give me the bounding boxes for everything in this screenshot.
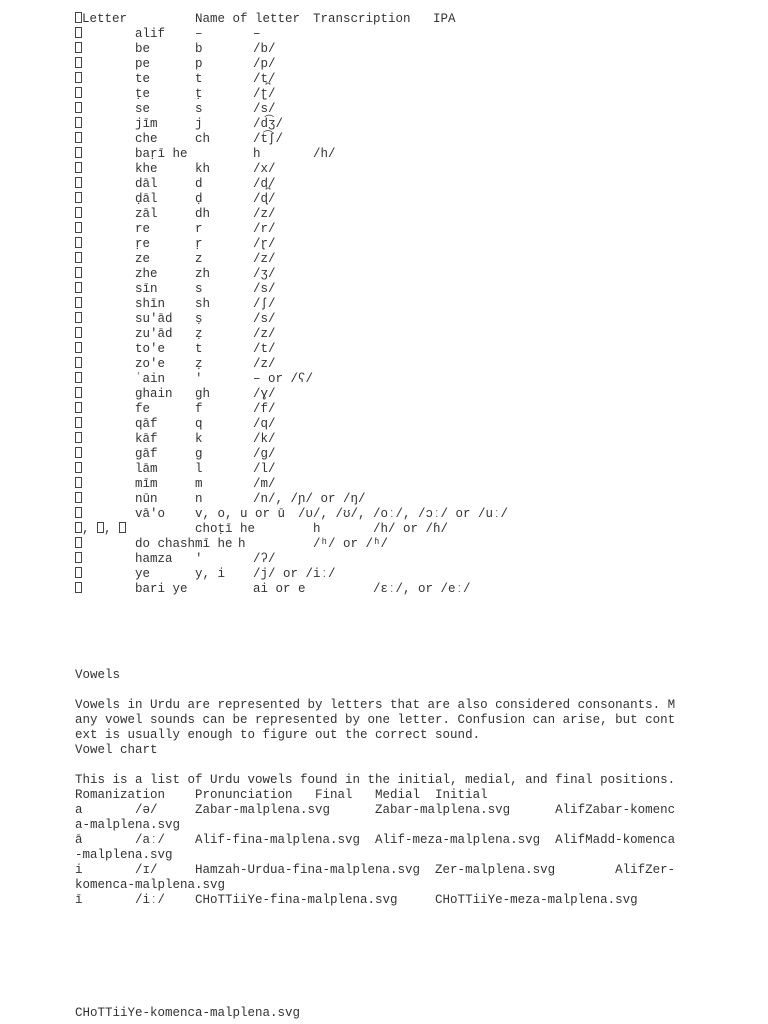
- letter-glyph-cell: [75, 432, 82, 447]
- cell-translit: sh: [195, 297, 211, 311]
- cell-name: ʿain: [135, 372, 166, 386]
- cell-ipa: /z/: [253, 252, 276, 266]
- cell-translit: m: [195, 477, 203, 491]
- cell-translit: y, i: [195, 567, 226, 581]
- cell-translit: p: [195, 57, 203, 71]
- cell-ipa: /ʒ/: [253, 267, 276, 281]
- letter-glyph-cell: [75, 552, 82, 567]
- cell-translit: ṛ: [195, 237, 203, 251]
- letter-glyph-cell: [75, 387, 82, 402]
- cell-name: zāl: [135, 207, 158, 221]
- missing-glyph-icon: [75, 462, 82, 473]
- letter-glyph-cell: [75, 447, 82, 462]
- missing-glyph-icon: [75, 57, 82, 68]
- cell-translit: t: [195, 72, 203, 86]
- letter-glyph-cell: [75, 87, 82, 102]
- letter-glyph-cell: [75, 492, 82, 507]
- cell-translit: z: [195, 252, 203, 266]
- cell-name: lām: [135, 462, 158, 476]
- missing-glyph-icon: [75, 417, 82, 428]
- vowel-chart-line: a-malplena.svg: [75, 818, 181, 832]
- vowel-chart-line: a /ə/ Zabar-malplena.svg Zabar-malplena.svg AlifZabar-komenc: [75, 803, 676, 817]
- table-header: [0, 12, 456, 27]
- letter-glyph-cell: , ,: [75, 522, 126, 537]
- missing-glyph-icon: [75, 327, 82, 338]
- cell-ipa: /z/: [253, 357, 276, 371]
- vowel-chart-line: ā /aː/ Alif-fina-malplena.svg Alif-meza-malplena.svg AlifMadd-komenca: [75, 833, 676, 847]
- vowel-chart-intro: This is a list of Urdu vowels found in the initial, medial, and final positions.: [75, 773, 676, 787]
- cell-translit: v, o, u or ū: [195, 507, 286, 521]
- cell-name: dāl: [135, 177, 158, 191]
- cell-ipa: h: [313, 522, 321, 536]
- vowels-heading: Vowels: [75, 668, 121, 682]
- letter-glyph-cell: [75, 147, 82, 162]
- header-name: Name of letter: [195, 12, 301, 26]
- cell-name: ghain: [135, 387, 173, 401]
- letter-glyph-cell: [75, 372, 82, 387]
- cell-translit: d: [195, 177, 203, 191]
- cell-name: te: [135, 72, 151, 86]
- cell-ipa: /t̪/: [253, 72, 276, 86]
- cell-ipa: /m/: [253, 477, 276, 491]
- cell-translit: ṣ: [195, 312, 203, 326]
- cell-ipa: /d̪/: [253, 177, 276, 191]
- header-ipa: IPA: [433, 12, 456, 26]
- letter-glyph-cell: [75, 72, 82, 87]
- missing-glyph-icon: [75, 12, 82, 23]
- missing-glyph-icon: [75, 582, 82, 593]
- cell-name: sīn: [135, 282, 158, 296]
- letter-glyph-cell: [75, 102, 82, 117]
- letter-glyph-cell: [75, 117, 82, 132]
- vowel-chart-line: -malplena.svg: [75, 848, 173, 862]
- missing-glyph-icon: [75, 132, 82, 143]
- cell-name: zo'e: [135, 357, 166, 371]
- cell-name: pe: [135, 57, 151, 71]
- cell-translit: l: [195, 462, 203, 476]
- cell-ipa: /z/: [253, 327, 276, 341]
- letter-glyph-cell: [75, 477, 82, 492]
- missing-glyph-icon: [75, 387, 82, 398]
- letter-glyph-cell: [75, 312, 82, 327]
- cell-translit: choṭī he: [195, 522, 256, 536]
- cell-ipa: /ɛː/, or /eː/: [373, 582, 471, 596]
- cell-translit: ': [195, 552, 203, 566]
- cell-ipa: /z/: [253, 207, 276, 221]
- missing-glyph-icon: [75, 162, 82, 173]
- cell-ipa: /ʰ/ or /ʱ/: [313, 537, 389, 551]
- letter-glyph-cell: [75, 342, 82, 357]
- letter-glyph-cell: [75, 357, 82, 372]
- cell-translit: b: [195, 42, 203, 56]
- missing-glyph-icon: [75, 567, 82, 578]
- cell-name: to'e: [135, 342, 166, 356]
- missing-glyph-icon: [75, 537, 82, 548]
- cell-name: gāf: [135, 447, 158, 461]
- letter-glyph-cell: [75, 417, 82, 432]
- missing-glyph-icon: [75, 507, 82, 518]
- letter-glyph-cell: [75, 222, 82, 237]
- missing-glyph-icon: [119, 522, 126, 533]
- missing-glyph-icon: [75, 297, 82, 308]
- cell-name: re: [135, 222, 151, 236]
- cell-translit: q: [195, 417, 203, 431]
- cell-ipa: /ɽ/: [253, 237, 276, 251]
- letter-glyph-cell: [75, 177, 82, 192]
- letter-glyph-cell: [75, 132, 82, 147]
- cell-ipa: /q/: [253, 417, 276, 431]
- cell-ipa: /n/, /ɲ/ or /ŋ/: [253, 492, 366, 506]
- cell-ipa: /l/: [253, 462, 276, 476]
- cell-ipa: – or /ʕ/: [253, 372, 314, 386]
- cell-name: qāf: [135, 417, 158, 431]
- cell-translit: t: [195, 342, 203, 356]
- vowel-chart-line: ī /iː/ CHoTTiiYe-fina-malplena.svg CHoTTiiYe-meza-malplena.svg: [75, 893, 638, 907]
- missing-glyph-icon: [75, 552, 82, 563]
- cell-ipa: /s/: [253, 282, 276, 296]
- missing-glyph-icon: [75, 252, 82, 263]
- cell-translit: ẓ: [195, 327, 203, 341]
- missing-glyph-icon: [75, 402, 82, 413]
- cell-ipa: /ʃ/: [253, 297, 276, 311]
- cut-off-line: [75, 1018, 675, 1024]
- cell-translit: f: [195, 402, 203, 416]
- vowel-chart-heading: Vowel chart: [75, 743, 158, 757]
- cell-name: zhe: [135, 267, 158, 281]
- cell-name: vā'o: [135, 507, 166, 521]
- cell-name: se: [135, 102, 151, 116]
- cell-ipa: /s/: [253, 102, 276, 116]
- vowel-chart-line: komenca-malplena.svg: [75, 878, 226, 892]
- missing-glyph-icon: [75, 222, 82, 233]
- cell-ipa: /p/: [253, 57, 276, 71]
- cell-ipa: /f/: [253, 402, 276, 416]
- cell-ipa: /ɣ/: [253, 387, 276, 401]
- missing-glyph-icon: [75, 342, 82, 353]
- cell-translit: gh: [195, 387, 211, 401]
- cell-translit: r: [195, 222, 203, 236]
- cell-name: be: [135, 42, 151, 56]
- missing-glyph-icon: [75, 177, 82, 188]
- cell-name: bari ye: [135, 582, 188, 596]
- cell-ipa: /t͡ʃ/: [253, 132, 284, 146]
- cell-ipa: /ʈ/: [253, 87, 276, 101]
- cell-name: ḍāl: [135, 192, 158, 206]
- cell-translit: kh: [195, 162, 211, 176]
- cell-translit: n: [195, 492, 203, 506]
- cell-translit: s: [195, 282, 203, 296]
- cell-name: nūn: [135, 492, 158, 506]
- cell-name: ṛe: [135, 237, 151, 251]
- vowels-para-line-1: Vowels in Urdu are represented by letters that are also considered consonants. M: [75, 698, 676, 712]
- cell-translit: ḍ: [195, 192, 203, 206]
- cell-name: do chashmī he: [135, 537, 233, 551]
- missing-glyph-icon: [97, 522, 104, 533]
- letter-glyph-cell: [75, 282, 82, 297]
- cell-translit: g: [195, 447, 203, 461]
- cell-name: ze: [135, 252, 151, 266]
- cell-ipa: /s/: [253, 312, 276, 326]
- cell-ipa: /t/: [253, 342, 276, 356]
- header-letter: Letter: [75, 12, 127, 27]
- vowel-chart-line: i /ɪ/ Hamzah-Urdua-fina-malplena.svg Zer-malplena.svg AlifZer-: [75, 863, 676, 877]
- vowel-chart-header: Romanization Pronunciation Final Medial Initial: [75, 788, 488, 802]
- cell-ipa: /ɖ/: [253, 192, 276, 206]
- cell-name: alif: [135, 27, 166, 41]
- header-transcription: Transcription: [313, 12, 411, 26]
- cell-name: ye: [135, 567, 151, 581]
- cell-name: baṛī he: [135, 147, 188, 161]
- cell-ipa: –: [253, 27, 261, 41]
- cell-name: khe: [135, 162, 158, 176]
- cell-ipa: /k/: [253, 432, 276, 446]
- letter-glyph-cell: [75, 237, 82, 252]
- cell-translit: ai or e: [253, 582, 306, 596]
- cell-name: mīm: [135, 477, 158, 491]
- cell-translit: h: [253, 147, 261, 161]
- missing-glyph-icon: [75, 447, 82, 458]
- cell-ipa: /g/: [253, 447, 276, 461]
- cell-ipa: /h/: [313, 147, 336, 161]
- cell-ipa: /r/: [253, 222, 276, 236]
- cell-name: kāf: [135, 432, 158, 446]
- cell-name: zu'ād: [135, 327, 173, 341]
- cell-ipa: /ʋ/, /ʊ/, /oː/, /ɔː/ or /uː/: [298, 507, 509, 521]
- letter-glyph-cell: [75, 507, 82, 522]
- cell-ipa: /b/: [253, 42, 276, 56]
- missing-glyph-icon: [75, 282, 82, 293]
- letter-glyph-cell: [75, 162, 82, 177]
- letter-glyph-cell: [75, 207, 82, 222]
- letter-glyph-cell: [75, 327, 82, 342]
- missing-glyph-icon: [75, 237, 82, 248]
- missing-glyph-icon: [75, 102, 82, 113]
- cell-translit: ẓ: [195, 357, 203, 371]
- cell-translit: k: [195, 432, 203, 446]
- cell-translit: j: [195, 117, 203, 131]
- letter-glyph-cell: [75, 537, 82, 552]
- cell-extra: /h/ or /ɦ/: [373, 522, 449, 536]
- cell-name: fe: [135, 402, 151, 416]
- cell-translit: ': [195, 372, 203, 386]
- cell-translit: s: [195, 102, 203, 116]
- letter-glyph-cell: [75, 27, 82, 42]
- letter-glyph-cell: [75, 462, 82, 477]
- cell-translit: ṭ: [195, 87, 203, 101]
- cell-name: che: [135, 132, 158, 146]
- missing-glyph-icon: [75, 87, 82, 98]
- cell-name: ṭe: [135, 87, 151, 101]
- letter-glyph-cell: [75, 267, 82, 282]
- cell-ipa: /ʔ/: [253, 552, 276, 566]
- missing-glyph-icon: [75, 72, 82, 83]
- cell-translit: ch: [195, 132, 211, 146]
- vowels-para-line-2: any vowel sounds can be represented by one letter. Confusion can arise, but cont: [75, 713, 676, 727]
- missing-glyph-icon: [75, 372, 82, 383]
- missing-glyph-icon: [75, 267, 82, 278]
- missing-glyph-icon: [75, 357, 82, 368]
- missing-glyph-icon: [75, 432, 82, 443]
- missing-glyph-icon: [75, 492, 82, 503]
- cell-name: shīn: [135, 297, 166, 311]
- cell-ipa: /d͡ʒ/: [253, 117, 284, 131]
- cell-name: jīm: [135, 117, 158, 131]
- letter-glyph-cell: [75, 297, 82, 312]
- cell-name: hamza: [135, 552, 173, 566]
- vowels-para-line-3: ext is usually enough to figure out the correct sound.: [75, 728, 481, 742]
- cell-translit: –: [195, 27, 203, 41]
- missing-glyph-icon: [75, 312, 82, 323]
- missing-glyph-icon: [75, 42, 82, 53]
- letter-glyph-cell: [75, 252, 82, 267]
- letter-glyph-cell: [75, 192, 82, 207]
- cell-translit: zh: [195, 267, 211, 281]
- cell-ipa: /x/: [253, 162, 276, 176]
- letter-glyph-cell: [75, 582, 82, 597]
- letter-glyph-cell: [75, 57, 82, 72]
- missing-glyph-icon: [75, 27, 82, 38]
- missing-glyph-icon: [75, 117, 82, 128]
- missing-glyph-icon: [75, 477, 82, 488]
- cell-name: su'ād: [135, 312, 173, 326]
- missing-glyph-icon: [75, 147, 82, 158]
- missing-glyph-icon: [75, 192, 82, 203]
- cell-translit: dh: [195, 207, 211, 221]
- missing-glyph-icon: [75, 207, 82, 218]
- footer-line: CHoTTiiYe-komenca-malplena.svg: [75, 1006, 301, 1020]
- letter-glyph-cell: [75, 567, 82, 582]
- letter-glyph-cell: [75, 42, 82, 57]
- letter-glyph-cell: [75, 402, 82, 417]
- cell-translit: h: [238, 537, 246, 551]
- cell-ipa: /j/ or /iː/: [253, 567, 336, 581]
- missing-glyph-icon: [75, 522, 82, 533]
